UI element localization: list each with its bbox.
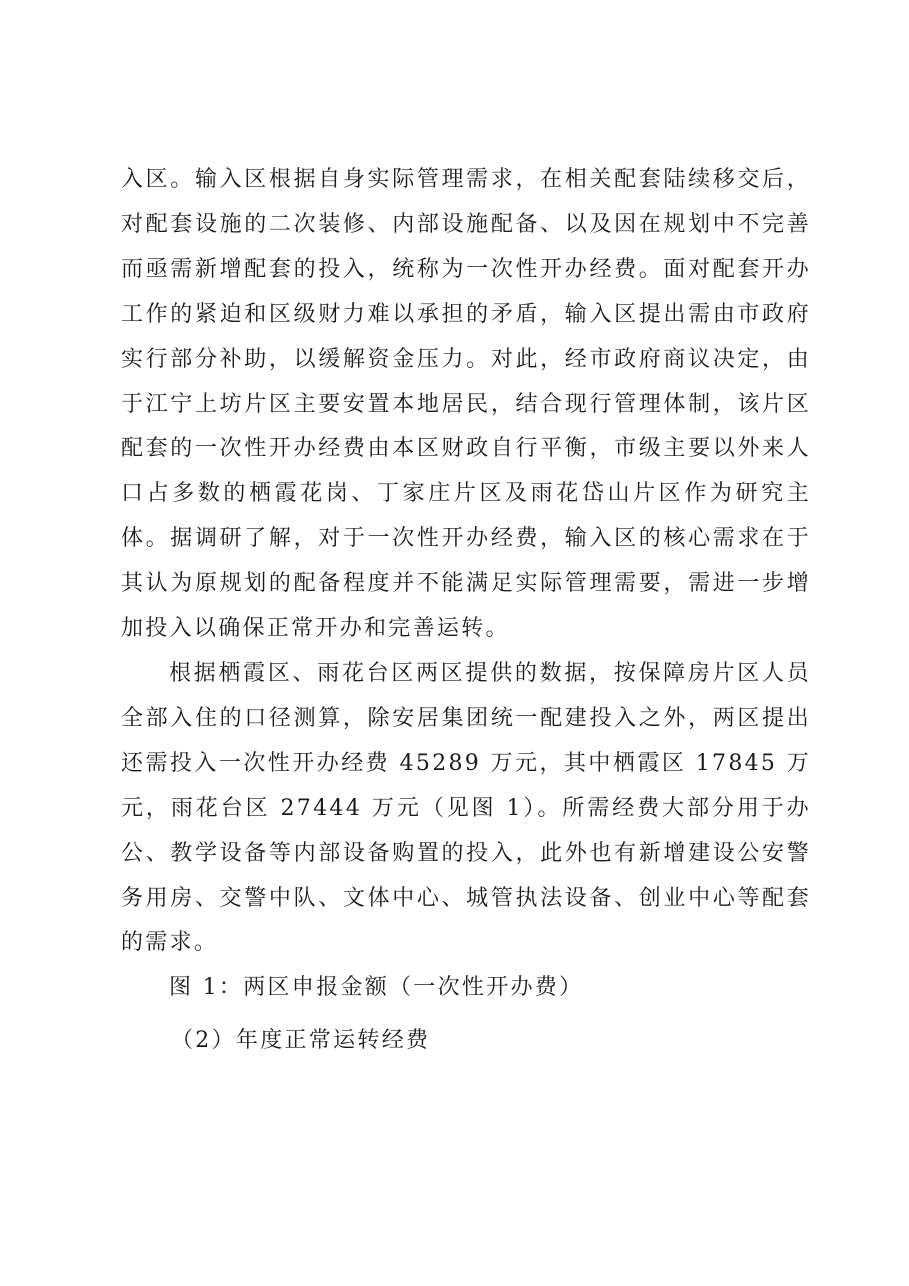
- document-body: [121, 158, 811, 1064]
- paragraph-2: 根据栖霞区、雨花台区两区提供的数据，按保障房片区人员全部入住的口径测算，除安居集团统一配建投入之外，两区提出还需投入一次性开办经费 45289 万元，其中栖霞区 17845 万元，雨花台区 27444 万元（见图 1）。所需经费大部分用于办公、教学设备等内部设备购置的投入，此外也有新增建设公安警务用房、交警中队、文体中心、城管执法设备、创业中心等配套的需求。: [121, 660, 811, 956]
- figure-caption: 图 1：两区申报金额（一次性开办费）: [169, 975, 584, 1001]
- section-subheading: （2）年度正常运转经费: [171, 1028, 431, 1054]
- paragraph-1: 入区。输入区根据自身实际管理需求，在相关配套陆续移交后，对配套设施的二次装修、内部设施配备、以及因在规划中不完善而亟需新增配套的投入，统称为一次性开办经费。面对配套开办工作的紧迫和区级财力难以承担的矛盾，输入区提出需由市政府实行部分补助，以缓解资金压力。对此，经市政府商议决定，由于江宁上坊片区主要安置本地居民，结合现行管理体制，该片区配套的一次性开办经费由本区财政自行平衡，市级主要以外来人口占多数的栖霞花岗、丁家庄片区及雨花岱山片区作为研究主体。据调研了解，对于一次性开办经费，输入区的核心需求在于其认为原规划的配备程度并不能满足实际管理需要，需进一步增加投入以确保正常开办和完善运转。: [121, 167, 811, 642]
